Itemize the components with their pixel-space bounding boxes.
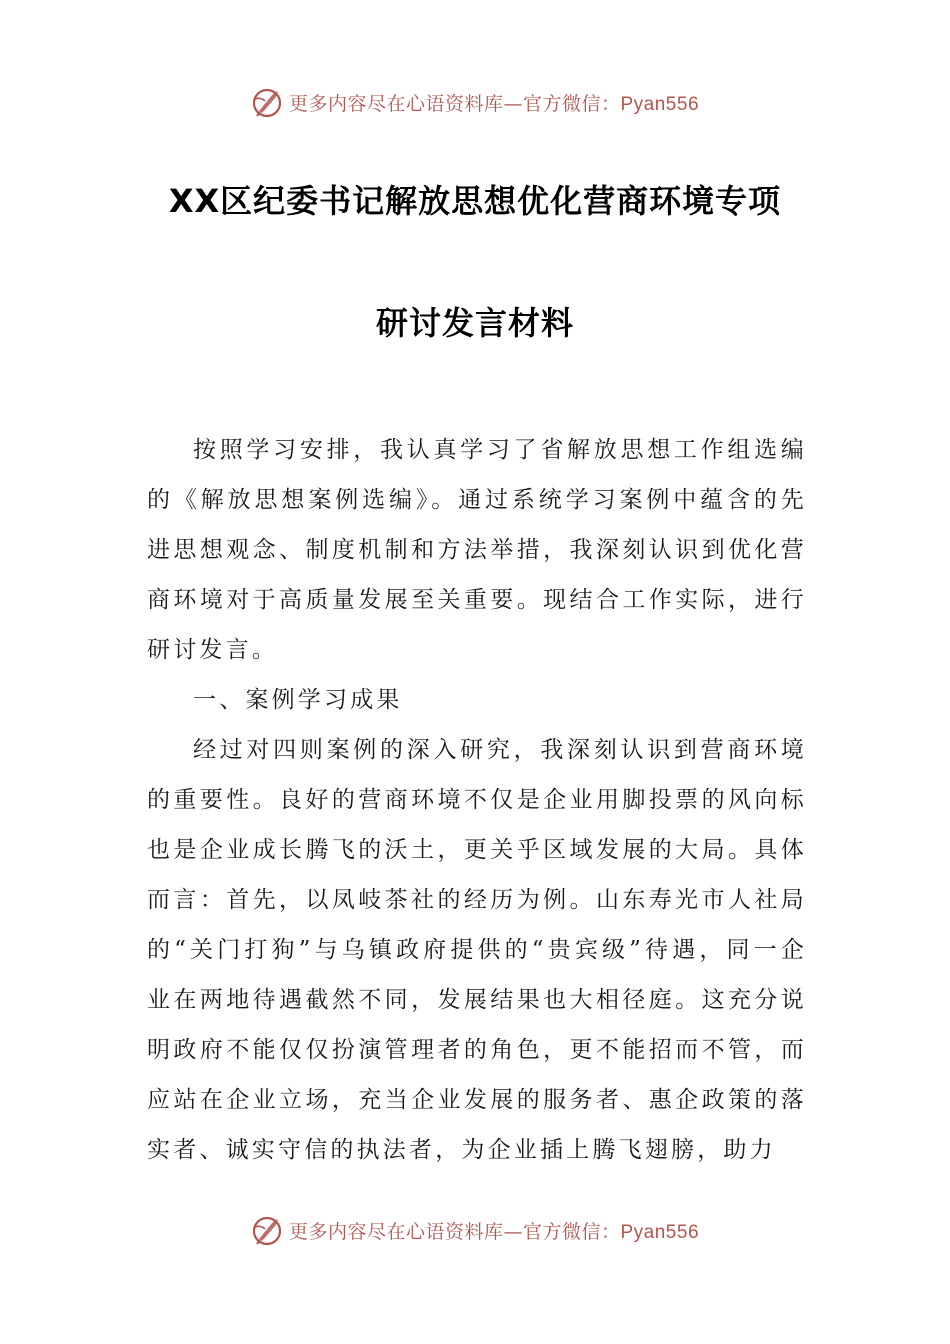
watermark-wechat-id: Pyan556 <box>620 1221 700 1243</box>
pen-quill-icon <box>251 85 285 119</box>
paragraph-intro: 按照学习安排，我认真学习了省解放思想工作组选编的《解放思想案例选编》。通过系统学习案例中蕴含的先进思想观念、制度机制和方法举措，我深刻认识到优化营商环境对于高质量发展至关重要。现结合工作实际，进行研讨发言。 <box>147 437 807 663</box>
section-heading-1: 一、案例学习成果 <box>193 687 403 713</box>
watermark-header <box>0 82 950 122</box>
watermark-text: 更多内容尽在心语资料库—官方微信：Pyan556 <box>288 1220 700 1243</box>
document-title-line-2: 研讨发言材料 <box>375 304 574 342</box>
document-body <box>147 425 807 1175</box>
watermark-text: 更多内容尽在心语资料库—官方微信：Pyan556 <box>288 92 700 115</box>
watermark-footer <box>0 1210 950 1250</box>
watermark-wechat-id: Pyan556 <box>620 93 700 115</box>
document-title-line-1: XX区纪委书记解放思想优化营商环境专项 <box>168 182 782 220</box>
pen-quill-icon <box>251 1213 285 1247</box>
paragraph-case-study: 经过对四则案例的深入研究，我深刻认识到营商环境的重要性。良好的营商环境不仅是企业用脚投票的风向标也是企业成长腾飞的沃土，更关乎区域发展的大局。具体而言：首先，以凤岐茶社的经历为例。山东寿光市人社局的“关门打狗”与乌镇政府提供的“贵宾级”待遇，同一企业在两地待遇截然不同，发展结果也大相径庭。这充分说明政府不能仅仅扮演管理者的角色，更不能招而不管，而应站在企业立场，充当企业发展的服务者、惠企政策的落实者、诚实守信的执法者，为企业插上腾飞翅膀，助力 <box>147 737 807 1163</box>
